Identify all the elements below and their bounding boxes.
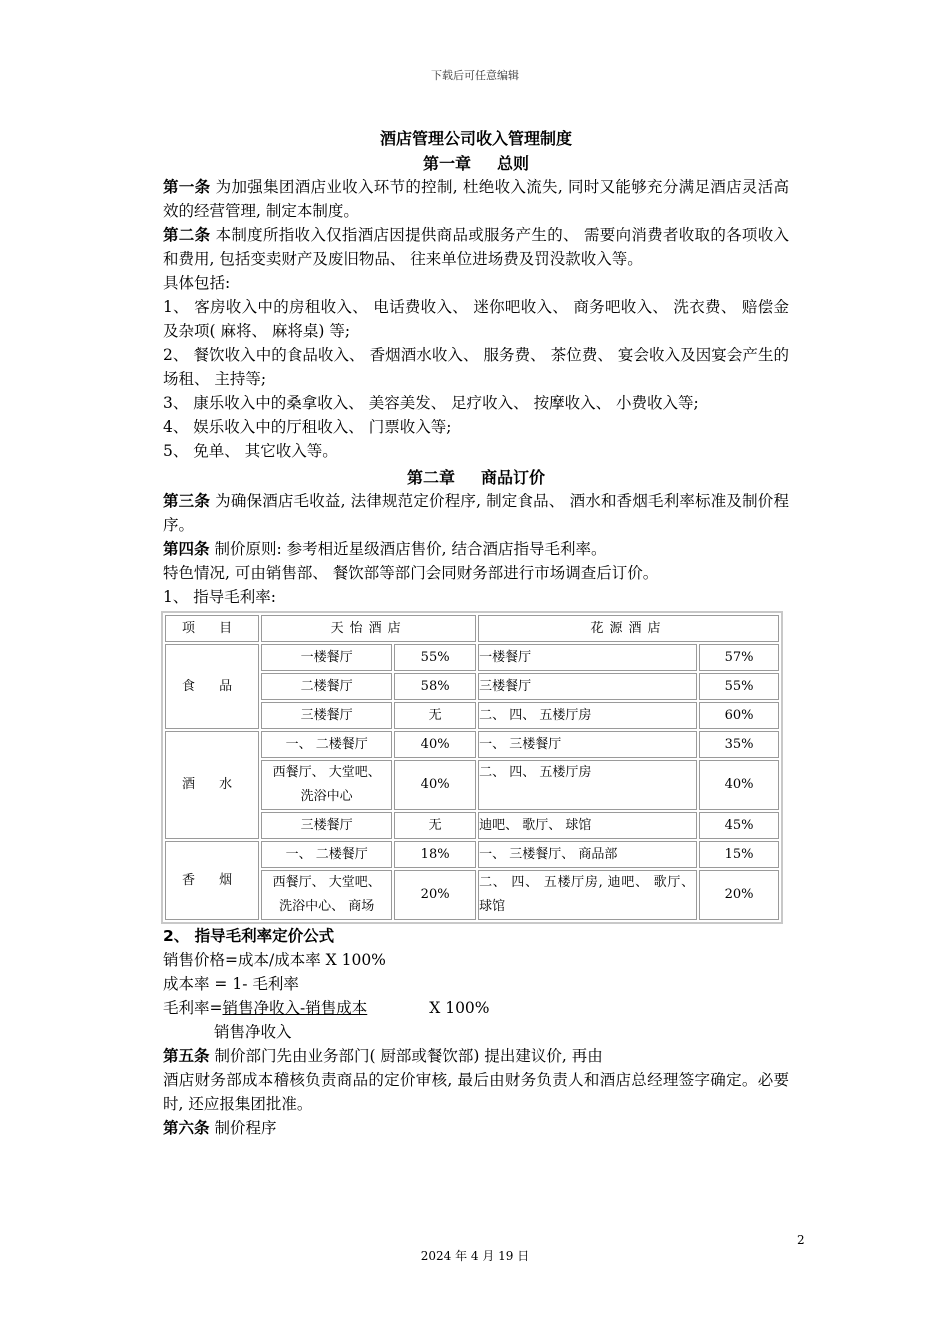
article-2-label: 第二条: [163, 226, 211, 244]
document-body: [163, 126, 789, 1140]
article-5-label: 第五条: [163, 1047, 210, 1065]
article-3: [163, 489, 789, 537]
chapter-2-name: 商品订价: [481, 468, 546, 487]
huayuan-venue: 二、 四、 五楼厅房, 迪吧、 歌厅、 球馆: [478, 870, 697, 920]
table-header-item: 项 目: [165, 615, 259, 642]
page-header: 下载后可任意编辑: [431, 69, 519, 82]
huayuan-rate: 45%: [699, 812, 779, 839]
huayuan-venue: 一、 三楼餐厅: [478, 731, 697, 758]
special-note: 特色情况, 可由销售部、 餐饮部等部门会同财务部进行市场调查后订价。: [163, 564, 659, 582]
article-5-continued: 酒店财务部成本稽核负责商品的定价审核, 最后由财务负责人和酒店总经理签字确定。必要时, 还应报集团批准。: [163, 1071, 789, 1113]
article-1: [163, 175, 789, 223]
formula-line-2: 成本率 = 1- 毛利率: [163, 975, 299, 993]
income-item-5: 5、 免单、 其它收入等。: [163, 442, 338, 460]
tianyi-rate: 40%: [394, 760, 476, 810]
table-header-huayuan: 花源酒店: [478, 615, 779, 642]
article-6: [163, 1116, 789, 1140]
table-header-row: [165, 615, 779, 642]
table-header-tianyi: 天怡酒店: [261, 615, 476, 642]
tianyi-venue: 一、 二楼餐厅: [261, 841, 392, 868]
chapter-1-heading: [163, 152, 789, 175]
income-item-1: 1、 客房收入中的房租收入、 电话费收入、 迷你吧收入、 商务吧收入、 洗衣费、 赔偿金及杂项( 麻将、 麻将桌) 等;: [163, 298, 789, 340]
formula-line-3: [163, 996, 789, 1020]
category-drink: 酒 水: [165, 731, 259, 839]
huayuan-venue: 三楼餐厅: [478, 673, 697, 700]
article-4: [163, 537, 789, 561]
tianyi-rate: 18%: [394, 841, 476, 868]
formula-factor: X 100%: [429, 999, 490, 1017]
article-2: [163, 223, 789, 271]
article-5: [163, 1044, 789, 1068]
document-title: 酒店管理公司收入管理制度: [379, 129, 572, 148]
category-food: 食 品: [165, 644, 259, 729]
article-2-text: 本制度所指收入仅指酒店因提供商品或服务产生的、 需要向消费者收取的各项收入和费用, 包括变卖财产及废旧物品、 往来单位进场费及罚没款收入等。: [163, 226, 789, 268]
guide-label: 1、 指导毛利率:: [163, 588, 277, 606]
income-item-4: 4、 娱乐收入中的厅租收入、 门票收入等;: [163, 418, 452, 436]
huayuan-venue: 二、 四、 五楼厅房: [478, 702, 697, 729]
huayuan-rate: 40%: [699, 760, 779, 810]
table-row: [165, 841, 779, 868]
tianyi-venue: 一楼餐厅: [261, 644, 392, 671]
page-footer-date: 2024 年 4 月 19 日: [420, 1249, 530, 1263]
tianyi-rate: 无: [394, 812, 476, 839]
tianyi-venue: 二楼餐厅: [261, 673, 392, 700]
income-item-2: 2、 餐饮收入中的食品收入、 香烟酒水收入、 服务费、 茶位费、 宴会收入及因宴会产生的场租、 主持等;: [163, 346, 789, 388]
table-row: [165, 644, 779, 671]
article-4-label: 第四条: [163, 540, 210, 558]
income-item-3: 3、 康乐收入中的桑拿收入、 美容美发、 足疗收入、 按摩收入、 小费收入等;: [163, 394, 699, 412]
huayuan-rate: 55%: [699, 673, 779, 700]
specific-intro: 具体包括:: [163, 274, 231, 292]
tianyi-venue: 三楼餐厅: [261, 812, 392, 839]
tianyi-rate: 40%: [394, 731, 476, 758]
tianyi-venue: 西餐厅、 大堂吧、 洗浴中心: [261, 760, 392, 810]
formula-prefix: 毛利率=: [163, 999, 223, 1017]
huayuan-venue: 二、 四、 五楼厅房: [478, 760, 697, 810]
article-1-label: 第一条: [163, 178, 211, 196]
article-4-text: 制价原则: 参考相近星级酒店售价, 结合酒店指导毛利率。: [209, 540, 607, 558]
article-3-label: 第三条: [163, 492, 211, 510]
huayuan-venue: 迪吧、 歌厅、 球馆: [478, 812, 697, 839]
tianyi-venue: 一、 二楼餐厅: [261, 731, 392, 758]
formula-denominator: 销售净收入: [214, 1023, 292, 1041]
formula-heading: 2、 指导毛利率定价公式: [163, 927, 335, 945]
huayuan-venue: 一、 三楼餐厅、 商品部: [478, 841, 697, 868]
article-6-text: 制价程序: [209, 1119, 277, 1137]
table-row: [165, 731, 779, 758]
margin-rate-table: [161, 611, 783, 924]
tianyi-venue: 西餐厅、 大堂吧、 洗浴中心、 商场: [261, 870, 392, 920]
tianyi-rate: 58%: [394, 673, 476, 700]
huayuan-venue: 一楼餐厅: [478, 644, 697, 671]
huayuan-rate: 35%: [699, 731, 779, 758]
article-3-text: 为确保酒店毛收益, 法律规范定价程序, 制定食品、 酒水和香烟毛利率标准及制价程序。: [163, 492, 789, 534]
tianyi-rate: 55%: [394, 644, 476, 671]
chapter-2-number: 第二章: [406, 468, 455, 487]
chapter-1-number: 第一章: [422, 154, 471, 173]
tianyi-rate: 20%: [394, 870, 476, 920]
page-number: 2: [797, 1233, 805, 1247]
huayuan-rate: 57%: [699, 644, 779, 671]
formula-numerator: 销售净收入-销售成本: [222, 999, 368, 1017]
chapter-2-heading: [163, 466, 789, 489]
huayuan-rate: 15%: [699, 841, 779, 868]
chapter-1-name: 总则: [497, 154, 530, 173]
tianyi-venue: 三楼餐厅: [261, 702, 392, 729]
huayuan-rate: 60%: [699, 702, 779, 729]
article-1-text: 为加强集团酒店业收入环节的控制, 杜绝收入流失, 同时又能够充分满足酒店灵活高效的经营管理, 制定本制度。: [163, 178, 789, 220]
article-5-text: 制价部门先由业务部门( 厨部或餐饮部) 提出建议价, 再由: [209, 1047, 603, 1065]
article-6-label: 第六条: [163, 1119, 210, 1137]
huayuan-rate: 20%: [699, 870, 779, 920]
category-tobacco: 香 烟: [165, 841, 259, 920]
formula-line-1: 销售价格=成本/成本率 X 100%: [163, 951, 386, 969]
tianyi-rate: 无: [394, 702, 476, 729]
